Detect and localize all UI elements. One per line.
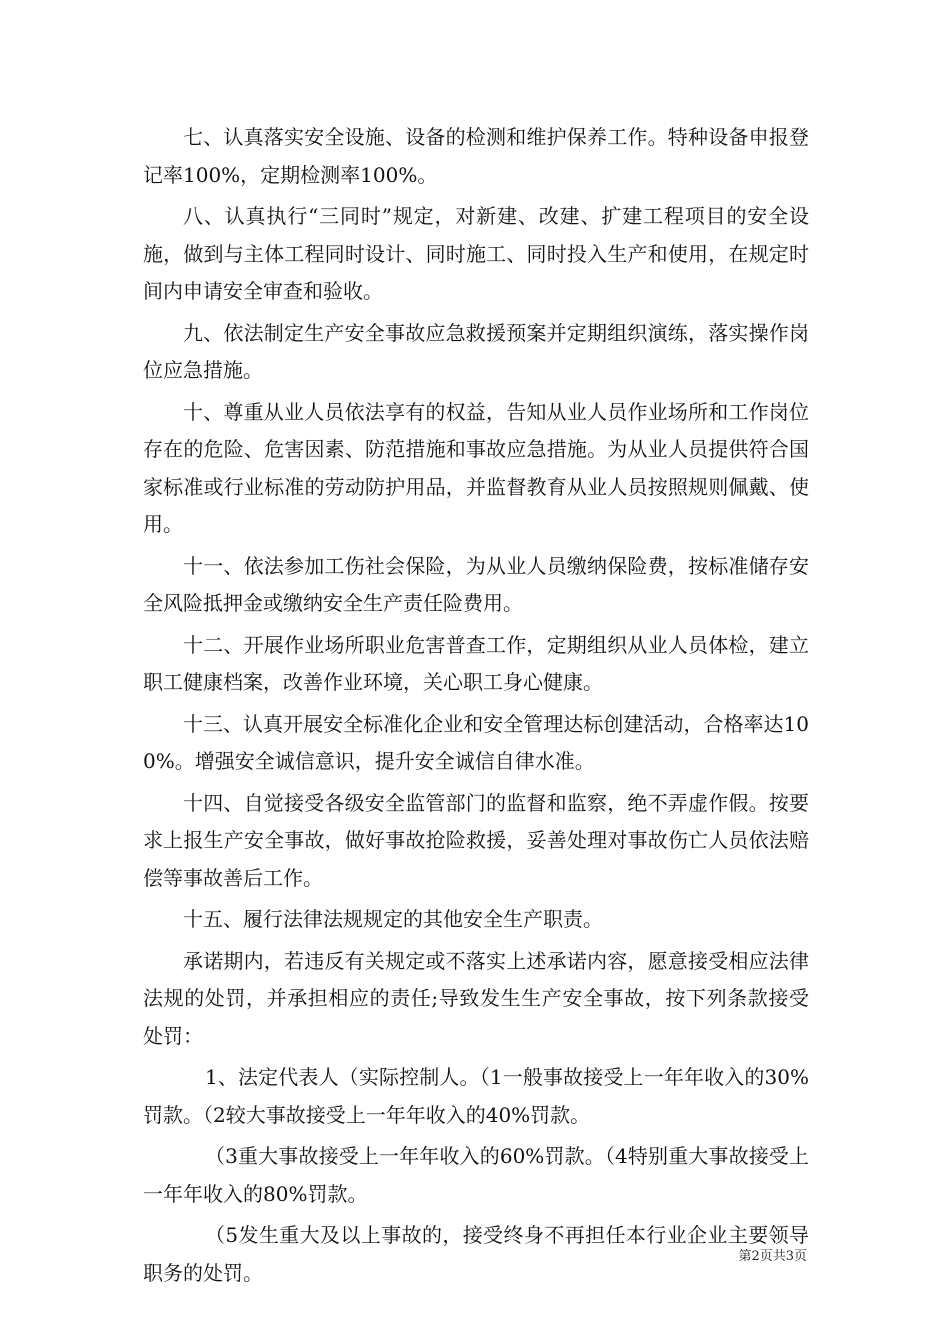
document-body xyxy=(143,119,809,1296)
paragraph-item-9: 九、依法制定生产安全事故应急救援预案并定期组织演练，落实操作岗位应急措施。 xyxy=(143,320,809,382)
paragraph-item-15: 十五、履行法律法规规定的其他安全生产职责。 xyxy=(183,907,603,931)
paragraph-penalty-1: 1、法定代表人（实际控制人。（1一般事故接受上一年年收入的30%罚款。（2较大事故接受上一年年收入的40%罚款。 xyxy=(143,1065,809,1127)
paragraph-item-12: 十二、开展作业场所职业危害普查工作，定期组织从业人员体检，建立职工健康档案，改善作业环境，关心职工身心健康。 xyxy=(143,632,809,694)
paragraph-item-14: 十四、自觉接受各级安全监管部门的监督和监察，绝不弄虚作假。按要求上报生产安全事故，做好事故抢险救援，妥善处理对事故伤亡人员依法赔偿等事故善后工作。 xyxy=(143,790,809,890)
paragraph-item-10: 十、尊重从业人员依法享有的权益，告知从业人员作业场所和工作岗位存在的危险、危害因素、防范措施和事故应急措施。为从业人员提供符合国家标准或行业标准的劳动防护用品，并监督教育从业人员按照规则佩戴、使用。 xyxy=(143,399,809,536)
paragraph-item-8: 八、认真执行“三同时”规定，对新建、改建、扩建工程项目的安全设施，做到与主体工程同时设计、同时施工、同时投入生产和使用，在规定时间内申请安全审查和验收。 xyxy=(143,204,809,303)
paragraph-item-11: 十一、依法参加工伤社会保险，为从业人员缴纳保险费，按标准储存安全风险抵押金或缴纳安全生产责任险费用。 xyxy=(143,553,809,615)
paragraph-item-13: 十三、认真开展安全标准化企业和安全管理达标创建活动，合格率达100%。增强安全诚信意识，提升安全诚信自律水准。 xyxy=(143,711,809,773)
paragraph-item-7: 七、认真落实安全设施、设备的检测和维护保养工作。特种设备申报登记率100%，定期检测率100%。 xyxy=(143,125,809,187)
paragraph-commitment: 承诺期内，若违反有关规定或不落实上述承诺内容，愿意接受相应法律法规的处罚，并承担相应的责任;导致发生生产安全事故，按下列条款接受处罚： xyxy=(143,948,809,1048)
paragraph-penalty-5: （5发生重大及以上事故的，接受终身不再担任本行业企业主要领导职务的处罚。 xyxy=(143,1223,809,1285)
page-number-footer: 第2页共3页 xyxy=(738,1249,807,1264)
paragraph-penalty-3: （3重大事故接受上一年年收入的60%罚款。（4特别重大事故接受上一年年收入的80%罚款。 xyxy=(143,1144,809,1206)
